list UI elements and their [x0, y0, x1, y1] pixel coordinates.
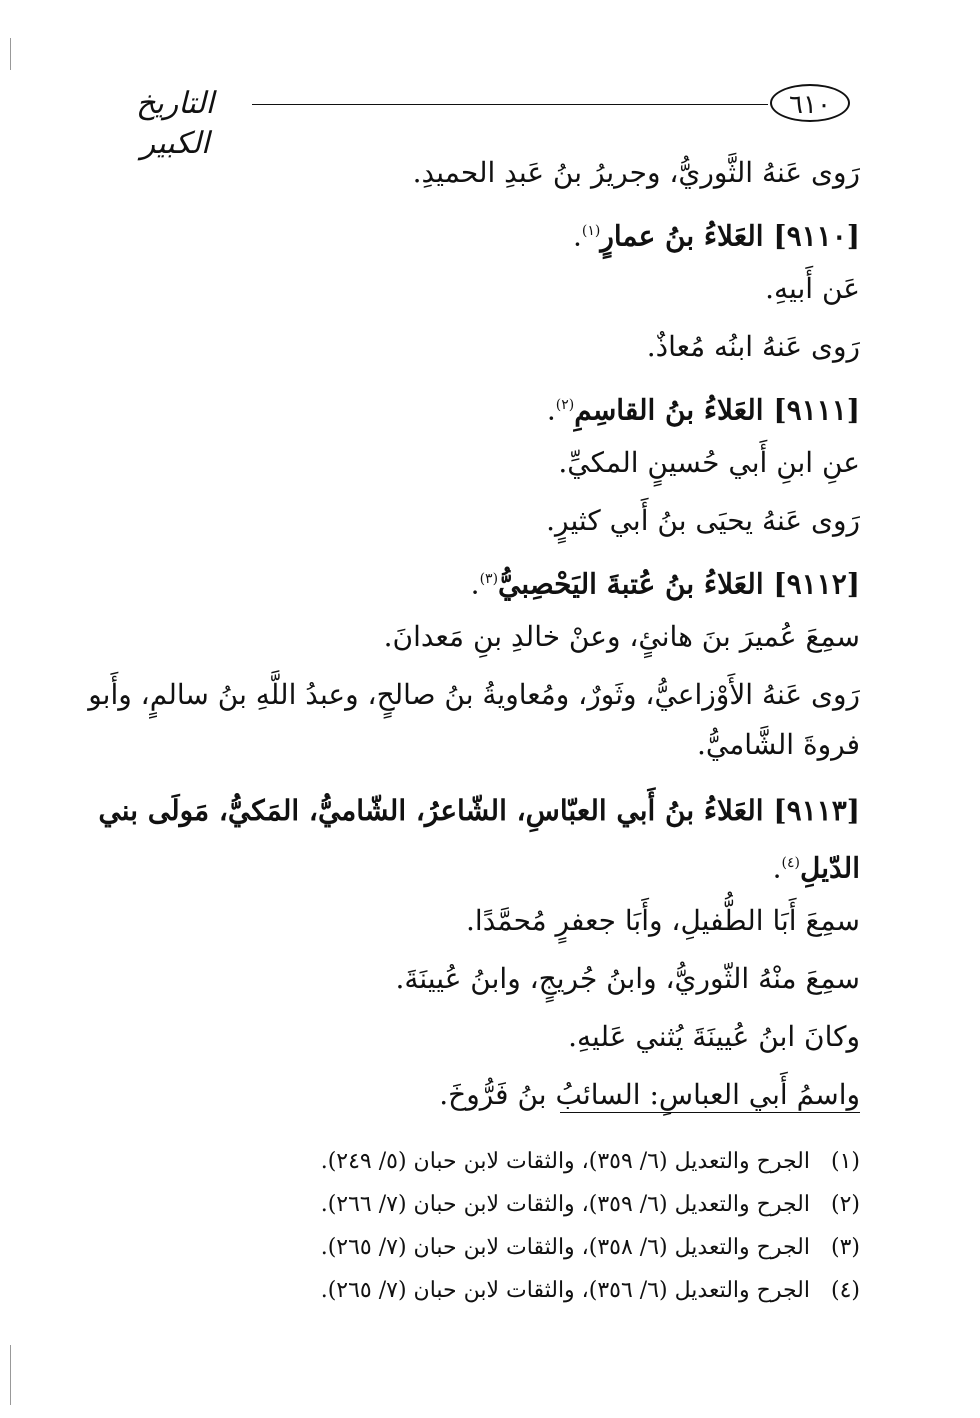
footnote: [240, 1140, 860, 1183]
text-line: رَوى عَنهُ ابنُه مُعاذٌ.: [646, 330, 860, 363]
entry-line: [773, 835, 860, 896]
page-number: ٦١٠: [770, 84, 850, 122]
text-line: فروةَ الشَّاميُّ.: [697, 728, 860, 761]
text-line: رَوى عَنهُ الأَوْزاعيُّ، وثَورٌ، ومُعاويةُ بنُ صالحٍ، وعبدُ اللَّهِ بنُ سالمٍ، وأَبو: [88, 678, 860, 711]
entry-heading: [٩١١١] العَلاءُ بنُ القاسِمِ: [574, 393, 860, 427]
header-rule: [252, 104, 768, 105]
footnote-marker: (٤): [781, 855, 800, 871]
footnotes: [240, 1140, 860, 1312]
text-line: واسمُ أَبي العباسِ: السائبُ بنُ فَرُّوخَ.: [439, 1078, 860, 1111]
period: .: [572, 219, 582, 253]
footnote-text: الجرح والتعديل (٦/ ٣٥٦)، والثقات لابن حبان (٧/ ٢٦٥).: [320, 1278, 810, 1303]
footnote-marker: (١): [581, 223, 601, 239]
footnote-number: (٤): [830, 1278, 860, 1303]
book-title: التاريخ الكبير: [136, 86, 214, 161]
scan-margin-mark: [10, 38, 11, 70]
footnote-number: (١): [830, 1149, 860, 1174]
text-line: سمِعَ أَبَا الطُّفيلِ، وأَبَا جعفرٍ مُحمَّدًا.: [466, 904, 860, 937]
text-line: سمِعَ عُميرَ بنَ هانئٍ، وعنْ خالدِ بنِ مَعدانَ.: [383, 620, 860, 653]
period: .: [470, 567, 480, 601]
text-line: عنِ ابنِ أَبي حُسينٍ المكيِّ.: [558, 446, 860, 479]
text-line: رَوى عَنهُ يحيَى بنُ أَبي كثيرٍ.: [546, 504, 860, 537]
footnote-number: (٣): [830, 1235, 860, 1260]
footnote-text: الجرح والتعديل (٦/ ٣٥٩)، والثقات لابن حبان (٥/ ٢٤٩).: [320, 1149, 810, 1174]
entry-heading-continuation: الدّيلِ: [799, 851, 860, 885]
period: .: [772, 851, 782, 885]
entry-heading: [٩١١٢] العَلاءُ بنُ عُتبةَ اليَحْصِبيُّ: [498, 567, 860, 601]
entry-heading: [٩١١٠] العَلاءُ بنُ عمارٍ: [600, 219, 860, 253]
entry-line: [573, 203, 860, 264]
footnote: [240, 1183, 860, 1226]
footnote-marker: (٣): [479, 571, 499, 587]
text-line: عَن أَبيهِ.: [765, 272, 860, 305]
scan-margin-mark: [10, 1345, 11, 1405]
footnote-marker: (٢): [555, 397, 575, 413]
footnote-text: الجرح والتعديل (٦/ ٣٥٩)، والثقات لابن حبان (٧/ ٢٦٦).: [320, 1192, 810, 1217]
entry-line: [547, 377, 860, 438]
text-line: رَوى عَنهُ الثَّوريُّ، وجريرُ بنُ عَبدِ الحميدِ.: [412, 156, 860, 189]
text-line: سمِعَ منْهُ الثّوريُّ، وابنُ جُريجٍ، وابنُ عُيينَةَ.: [395, 962, 860, 995]
footnote: [240, 1269, 860, 1312]
period: .: [546, 393, 556, 427]
entry-heading: [٩١١٣] العَلاءُ بنُ أَبي العبّاسِ، الشّاعرُ، الشّاميُّ، المَكيُّ، مَولَى بني: [98, 794, 860, 827]
footnote-text: الجرح والتعديل (٦/ ٣٥٨)، والثقات لابن حبان (٧/ ٢٦٥).: [320, 1235, 810, 1260]
running-header: [100, 82, 860, 161]
footnote-separator: [560, 1112, 860, 1113]
footnote: [240, 1226, 860, 1269]
text-line: وكانَ ابنُ عُيينَةَ يُثني عَليهِ.: [568, 1020, 860, 1053]
footnote-number: (٢): [830, 1192, 860, 1217]
entry-line: [471, 551, 860, 612]
